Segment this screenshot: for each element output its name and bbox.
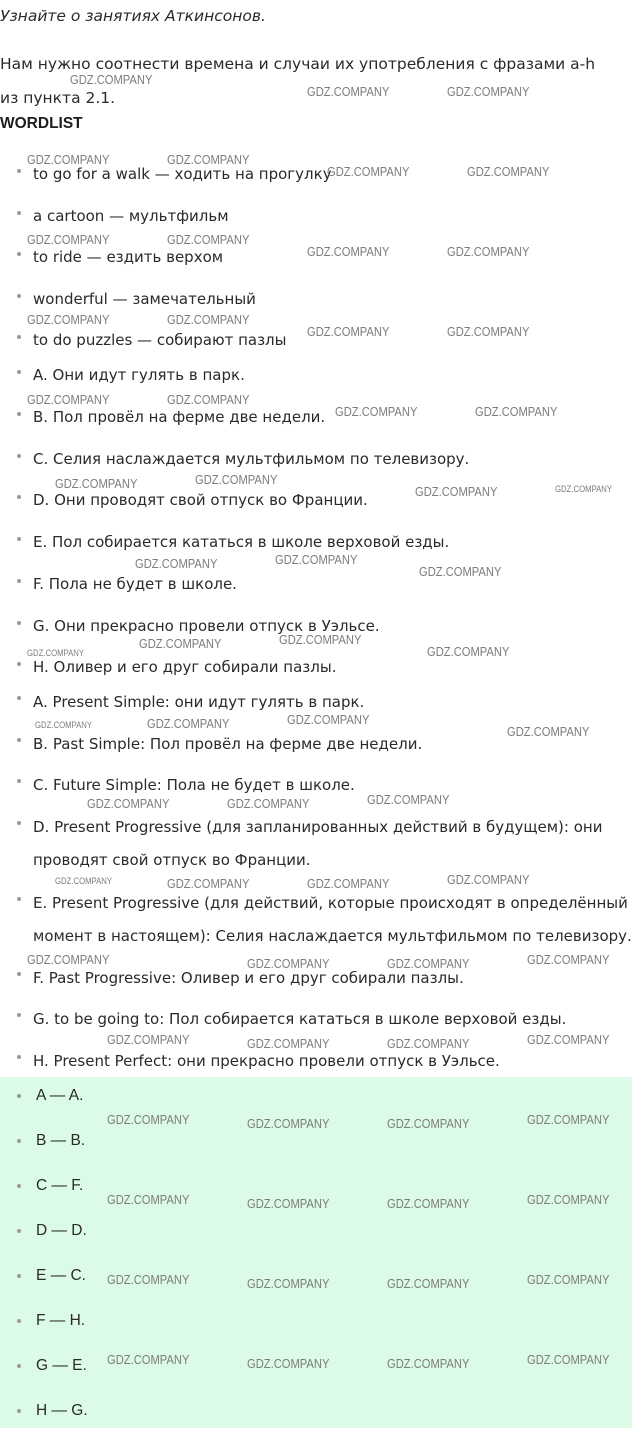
intro-text: Узнайте о занятиях Аткинсонов. (0, 7, 266, 25)
watermark: GDZ.COMPANY (307, 244, 390, 259)
watermark: GDZ.COMPANY (387, 1356, 470, 1371)
watermark: GDZ.COMPANY (415, 484, 498, 499)
watermark: GDZ.COMPANY (527, 1192, 610, 1207)
watermark: GDZ.COMPANY (279, 632, 362, 647)
watermark: GDZ.COMPANY (427, 644, 510, 659)
watermark: GDZ.COMPANY (27, 648, 85, 658)
sentence-item: G. Они прекрасно провели отпуск в Уэльсе. (0, 611, 632, 653)
tense-item: B. Past Simple: Пол провёл на ферме две недели. (0, 728, 632, 770)
watermark: GDZ.COMPANY (419, 564, 502, 579)
wordlist-heading: WORDLIST (0, 115, 83, 132)
tense-item: D. Present Progressive (для запланированных действий в будущем): они проводят свой отпуск во Франции. (0, 811, 632, 887)
watermark: GDZ.COMPANY (55, 476, 138, 491)
answer-item: B — B. (0, 1124, 632, 1169)
watermark: GDZ.COMPANY (27, 152, 110, 167)
watermark: GDZ.COMPANY (527, 1112, 610, 1127)
answer-item: H — G. (0, 1394, 632, 1439)
watermark: GDZ.COMPANY (447, 244, 530, 259)
watermark: GDZ.COMPANY (527, 1032, 610, 1047)
sentence-item: C. Селия наслаждается мультфильмом по телевизору. (0, 444, 632, 486)
watermark: GDZ.COMPANY (195, 472, 278, 487)
watermark: GDZ.COMPANY (107, 1272, 190, 1287)
watermark: GDZ.COMPANY (107, 1352, 190, 1367)
watermark: GDZ.COMPANY (167, 312, 250, 327)
watermark: GDZ.COMPANY (27, 952, 110, 967)
watermark: GDZ.COMPANY (447, 872, 530, 887)
wordlist-item: to ride — ездить верхом (0, 242, 632, 284)
watermark: GDZ.COMPANY (307, 876, 390, 891)
sentence-item: F. Пола не будет в школе. (0, 569, 632, 611)
watermark: GDZ.COMPANY (447, 324, 530, 339)
watermark: GDZ.COMPANY (387, 1116, 470, 1131)
sentence-item: B. Пол провёл на ферме две недели. (0, 402, 632, 444)
watermark: GDZ.COMPANY (35, 720, 93, 730)
task-text: Нам нужно соотнести времена и случаи их употребления с фразами a-h из пункта 2.1. (0, 55, 596, 107)
watermark: GDZ.COMPANY (167, 232, 250, 247)
wordlist-item: wonderful — замечательный (0, 284, 632, 326)
watermark: GDZ.COMPANY (555, 484, 613, 494)
tense-item: C. Future Simple: Пола не будет в школе. (0, 769, 632, 811)
watermark: GDZ.COMPANY (247, 1116, 330, 1131)
watermark: GDZ.COMPANY (87, 796, 170, 811)
watermark: GDZ.COMPANY (107, 1192, 190, 1207)
watermark: GDZ.COMPANY (107, 1032, 190, 1047)
watermark: GDZ.COMPANY (447, 84, 530, 99)
watermark: GDZ.COMPANY (107, 1112, 190, 1127)
sentence-item: D. Они проводят свой отпуск во Франции. (0, 485, 632, 527)
watermark: GDZ.COMPANY (467, 164, 550, 179)
watermark: GDZ.COMPANY (387, 1196, 470, 1211)
watermark: GDZ.COMPANY (27, 232, 110, 247)
watermark: GDZ.COMPANY (55, 876, 113, 886)
tense-item: H. Present Perfect: они прекрасно провели отпуск в Уэльсе. (0, 1045, 632, 1087)
watermark: GDZ.COMPANY (135, 556, 218, 571)
answer-item: F — H. (0, 1304, 632, 1349)
sentence-list (0, 360, 632, 694)
watermark: GDZ.COMPANY (307, 84, 390, 99)
wordlist-item: to go for a walk — ходить на прогулку (0, 159, 632, 201)
watermark: GDZ.COMPANY (147, 716, 230, 731)
watermark: GDZ.COMPANY (139, 636, 222, 651)
answer-item: G — E. (0, 1349, 632, 1394)
tense-item: F. Past Progressive: Оливер и его друг собирали пазлы. (0, 962, 632, 1004)
watermark: GDZ.COMPANY (167, 392, 250, 407)
watermark: GDZ.COMPANY (247, 1276, 330, 1291)
watermark: GDZ.COMPANY (527, 1352, 610, 1367)
wordlist (0, 159, 632, 367)
watermark: GDZ.COMPANY (475, 404, 558, 419)
answer-item: D — D. (0, 1214, 632, 1259)
watermark: GDZ.COMPANY (167, 876, 250, 891)
watermark: GDZ.COMPANY (527, 952, 610, 967)
watermark: GDZ.COMPANY (387, 1036, 470, 1051)
sentence-item: H. Оливер и его друг собирали пазлы. (0, 652, 632, 694)
watermark: GDZ.COMPANY (247, 956, 330, 971)
watermark: GDZ.COMPANY (247, 1196, 330, 1211)
watermark: GDZ.COMPANY (275, 552, 358, 567)
watermark: GDZ.COMPANY (70, 72, 153, 87)
tense-item: A. Present Simple: они идут гулять в парк. (0, 686, 632, 728)
watermark: GDZ.COMPANY (247, 1356, 330, 1371)
watermark: GDZ.COMPANY (27, 392, 110, 407)
answer-list (0, 1079, 632, 1439)
watermark: GDZ.COMPANY (227, 796, 310, 811)
watermark: GDZ.COMPANY (27, 312, 110, 327)
watermark: GDZ.COMPANY (307, 324, 390, 339)
answer-item: C — F. (0, 1169, 632, 1214)
tense-item: G. to be going to: Пол собирается кататься в школе верховой езды. (0, 1003, 632, 1045)
watermark: GDZ.COMPANY (507, 724, 590, 739)
watermark: GDZ.COMPANY (167, 152, 250, 167)
watermark: GDZ.COMPANY (335, 404, 418, 419)
answer-item: A — A. (0, 1079, 632, 1124)
sentence-item: A. Они идут гулять в парк. (0, 360, 632, 402)
watermark: GDZ.COMPANY (527, 1272, 610, 1287)
sentence-item: E. Пол собирается кататься в школе верховой езды. (0, 527, 632, 569)
watermark: GDZ.COMPANY (387, 956, 470, 971)
wordlist-item: a cartoon — мультфильм (0, 201, 632, 243)
tense-item: E. Present Progressive (для действий, которые происходят в определённый момент в настоящем): Селия наслаждается мультфильмом по телевизору. (0, 887, 632, 962)
wordlist-item: to do puzzles — собирают пазлы (0, 325, 632, 367)
watermark: GDZ.COMPANY (367, 792, 450, 807)
answer-item: E — C. (0, 1259, 632, 1304)
tense-list (0, 686, 632, 1086)
watermark: GDZ.COMPANY (247, 1036, 330, 1051)
watermark: GDZ.COMPANY (287, 712, 370, 727)
watermark: GDZ.COMPANY (327, 164, 410, 179)
watermark: GDZ.COMPANY (387, 1276, 470, 1291)
